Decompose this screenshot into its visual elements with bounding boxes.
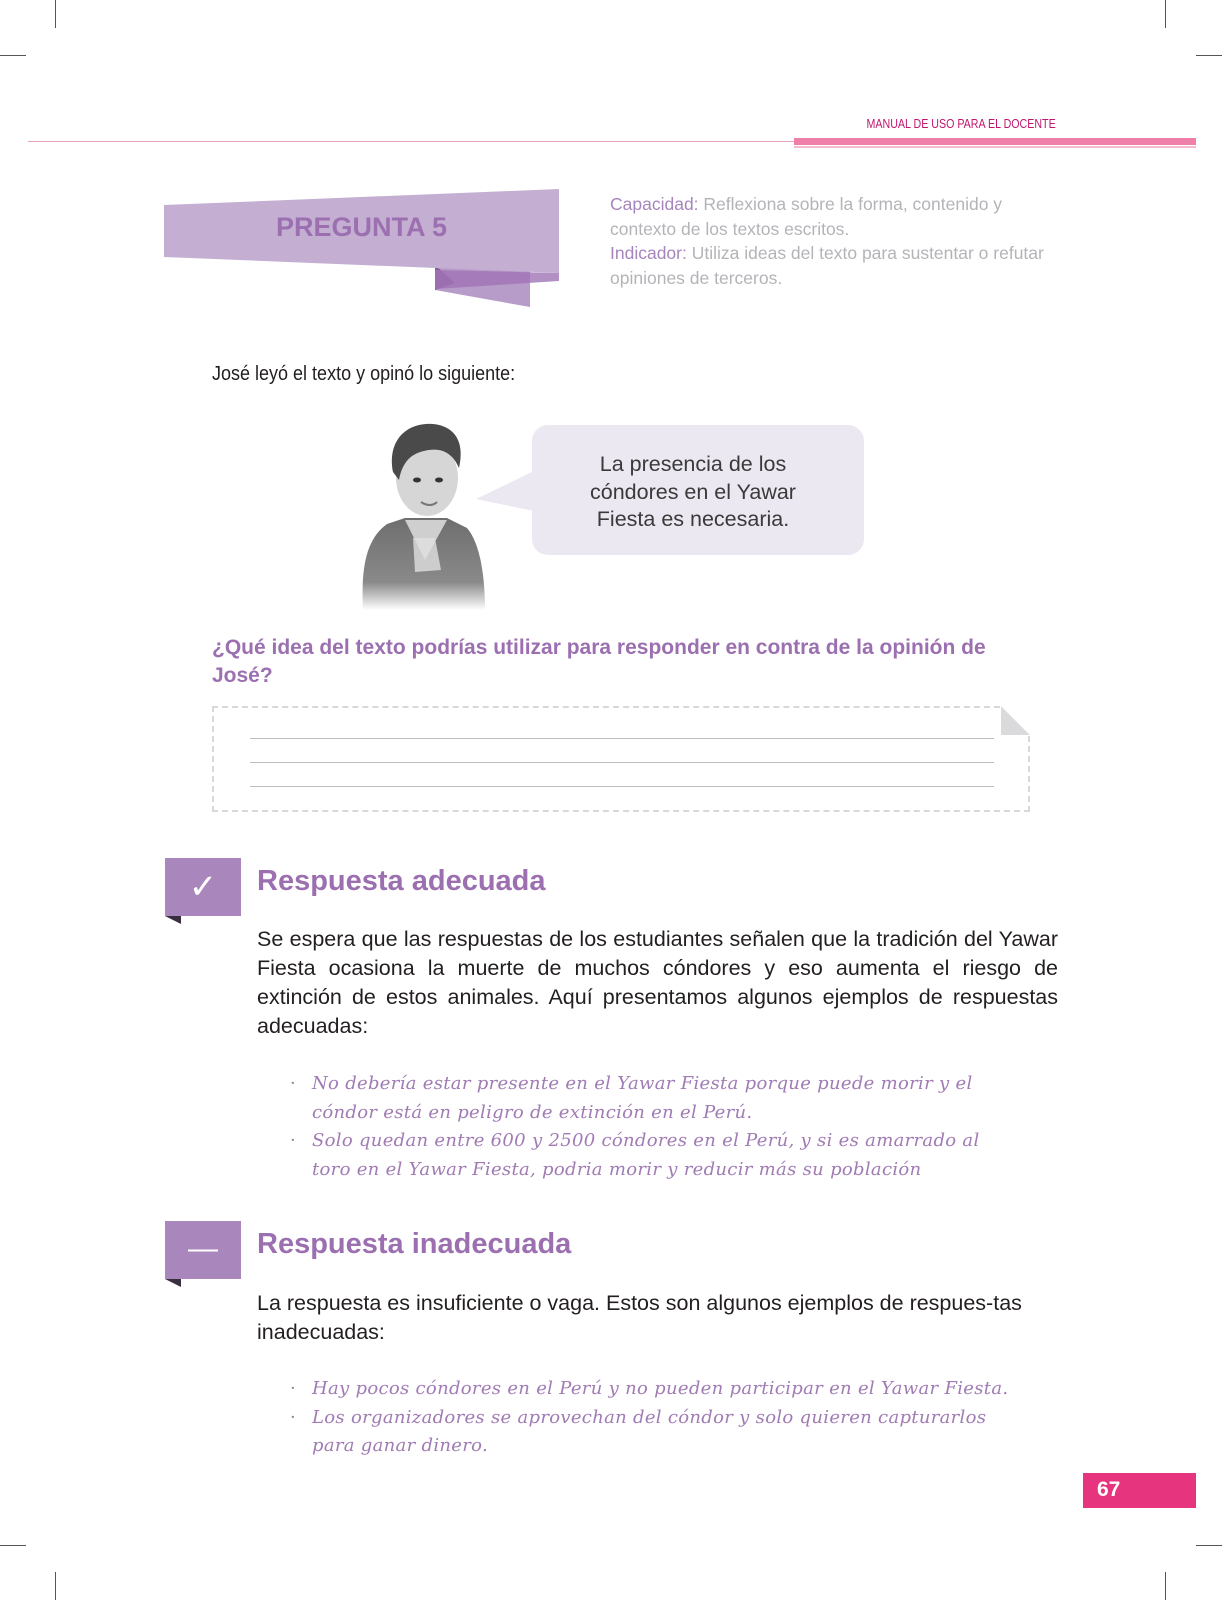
inadequate-examples <box>290 1375 1020 1461</box>
page-curl-corner <box>1001 706 1031 736</box>
inadequate-text: La respuesta es insuficiente o vaga. Estos son algunos ejemplos de respues-tas inadecuadas: <box>257 1291 1022 1344</box>
inadequate-title: Respuesta inadecuada <box>257 1228 572 1260</box>
bullet: · <box>290 1378 297 1399</box>
indicator-text: Utiliza ideas del texto para sustentar o refutar opiniones de terceros. <box>610 243 1044 288</box>
list-item: · Hay pocos cóndores en el Perú y no pueden participar en el Yawar Fiesta. <box>290 1375 1020 1404</box>
header-accent-bar-light <box>794 146 1196 148</box>
indicator-label: Indicador: <box>610 243 687 263</box>
answer-line <box>250 762 994 763</box>
tab-fold <box>165 916 181 924</box>
question-number: PREGUNTA 5 <box>276 212 448 242</box>
list-item: · Solo quedan entre 600 y 2500 cóndores en el Perú, y si es amarrado al toro en el Yawar Fiesta, podria morir y reducir más su población <box>290 1127 1020 1184</box>
tab-fold <box>165 1279 181 1287</box>
answer-box[interactable] <box>212 706 1030 812</box>
minus-icon: — <box>188 1232 218 1265</box>
crop-mark <box>1165 1572 1166 1600</box>
crop-mark <box>1196 55 1222 56</box>
adequate-title: Respuesta adecuada <box>257 865 546 897</box>
check-icon: ✓ <box>188 868 218 906</box>
bullet: · <box>290 1073 297 1094</box>
list-item: · Los organizadores se aprovechan del cóndor y solo quieren capturarlos para ganar dinero. <box>290 1404 1020 1461</box>
question-ribbon <box>160 185 562 310</box>
capacity-indicator-block <box>610 192 1070 290</box>
crop-mark <box>55 0 56 28</box>
list-item: · No debería estar presente en el Yawar Fiesta porque puede morir y el cóndor está en peligro de extinción en el Perú. <box>290 1070 1020 1127</box>
intro-text: José leyó el texto y opinó lo siguiente: <box>212 363 516 385</box>
question-prompt: ¿Qué idea del texto podrías utilizar para responder en contra de la opinión de José? <box>212 636 986 687</box>
bullet: · <box>290 1406 297 1428</box>
header-rule <box>28 141 794 142</box>
speech-bubble-tail <box>474 465 536 515</box>
capacity-label: Capacidad: <box>610 194 699 214</box>
answer-line <box>250 738 994 739</box>
page-number: 67 <box>1097 1478 1121 1501</box>
bullet: · <box>290 1130 297 1151</box>
adequate-examples <box>290 1070 1020 1184</box>
crop-mark <box>1196 1545 1222 1546</box>
crop-mark <box>1165 0 1166 28</box>
running-header: MANUAL DE USO PARA EL DOCENTE <box>866 116 1056 131</box>
crop-mark <box>55 1572 56 1600</box>
crop-mark <box>0 1545 26 1546</box>
adequate-text: Se espera que las respuestas de los estudiantes señalen que la tradición del Yawar Fiesta ocasiona la muerte de muchos cóndores y eso aumenta el riesgo de extinción de estos animales. Aquí presentamos algunos ejemplos de respuestas adecuadas: <box>257 927 1058 1038</box>
capacity-text: Reflexiona sobre la forma, contenido y contexto de los textos escritos. <box>610 194 1003 239</box>
header-accent-bar <box>794 138 1196 145</box>
answer-line <box>250 786 994 787</box>
crop-mark <box>0 55 26 56</box>
boy-illustration <box>355 420 490 610</box>
speech-bubble-text: La presencia de los cóndores en el Yawar Fiesta es necesaria. <box>590 452 796 531</box>
